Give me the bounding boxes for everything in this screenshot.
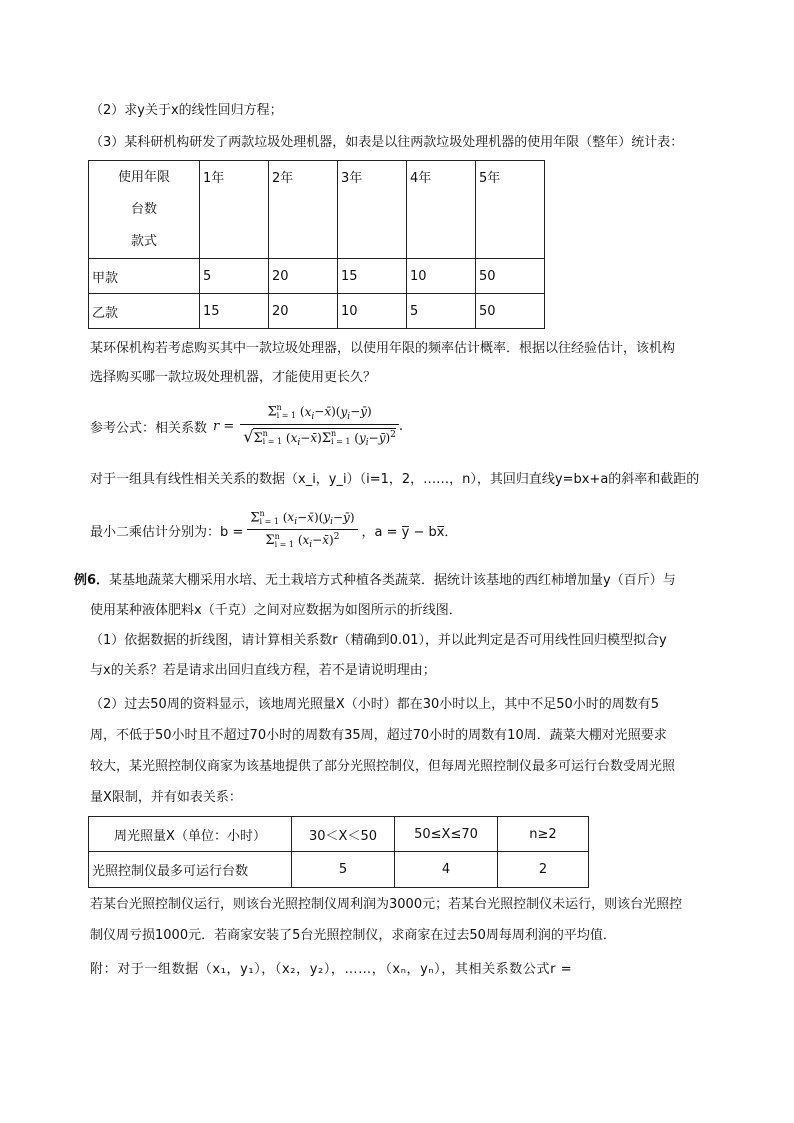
year-header: 2年 [269,161,338,259]
paragraph-line: 较大，某光照控制仪商家为该基地提供了部分光照控制仪，但每周光照控制仪最多可运行台数受周光照 [90,759,676,774]
table-cell: 50 [476,259,545,294]
paragraph-line: 使用某种液体肥料x（千克）之间对应数据为如图所示的折线图． [90,603,462,618]
row-label: 乙款 [89,294,200,329]
paragraph-line: 某环保机构若考虑购买其中一款垃圾处理器，以使用年限的频率估计概率．根据以往经验估计，该机构 [90,341,676,356]
table-cell: 5 [292,852,395,888]
formula-prefix: 参考公式：相关系数 [90,420,208,436]
year-header: 1年 [200,161,269,259]
usage-years-table [88,160,545,329]
paragraph-line: 对于一组具有线性相关关系的数据（x_i，y_i）（i=1，2，……，n），其回归直线y=bx+a的斜率和截距的 [90,472,700,487]
table-header-cell [89,161,200,259]
table-cell: 15 [200,294,269,329]
table-cell: 50 [476,294,545,329]
question-3: （3）某科研机构研发了两款垃圾处理机器，如表是以往两款垃圾处理机器的使用年限（整年）统计表： [90,135,684,150]
row-label: 光照控制仪最多可运行台数 [89,852,292,888]
paragraph-line: 制仪周亏损1000元．若商家安装了5台光照控制仪，求商家在过去50周每周利润的平均值． [90,928,616,943]
paragraph-line: 与x的关系？若是请求出回归直线方程，若不是请说明理由； [90,663,436,678]
paragraph-line: 若某台光照控制仪运行，则该台光照控制仪周利润为3000元；若某台光照控制仪未运行，则该台光照控 [90,897,683,912]
table-header-cell: 30＜X＜50 [292,817,395,852]
slope-fraction: Σ n i = 1 $(x_i-x̄)(y_i-ȳ)$ Σ n i = 1 $(x_i-x̄)^2$ [247,510,357,551]
table-header-cell: 50≤X≤70 [395,817,498,852]
paragraph-line: （2）过去50周的资料显示，该地周光照量X（小时）都在30小时以上，其中不足50小时的周数有5 [90,697,660,712]
paragraph-line: （1）依据数据的折线图，请计算相关系数r（精确到0.01），并以此判定是否可用线性回归模型拟合y [90,633,667,648]
table-cell: 10 [338,294,407,329]
year-header: 4年 [407,161,476,259]
question-2: （2）求y关于x的线性回归方程； [90,103,283,118]
year-header: 3年 [338,161,407,259]
row-label: 甲款 [89,259,200,294]
light-control-table [88,816,589,888]
formula-suffix: ，a = y̅ − bx̅． [361,524,458,540]
appendix-line: 附：对于一组数据（x₁，y₁），（x₂，y₂），……，（xₙ，yₙ），其相关系数公式r = [90,962,573,977]
least-squares-formula [90,502,457,558]
paragraph-line: 量X限制，并有如表关系： [90,790,242,805]
example-6-line [74,571,676,591]
year-header: 5年 [476,161,545,259]
header-line: 使用年限 [117,169,170,185]
table-cell: 15 [338,259,407,294]
paragraph-line: 周，不低于50小时且不超过70小时的周数有35周，超过70小时的周数有10周．蔬菜大棚对光照要求 [90,728,667,743]
reference-formula: 参考公式：相关系数 r = Σ n i = 1 $(x_i-x̄)(y_i-ȳ)$ √Σ n i = 1 $(x_i-x̄)\Sigma$ n i = 1 $(y_i-ȳ)^2$ . [90,403,404,448]
variable-r: r = [213,418,235,434]
paragraph-line: 选择购买哪一款垃圾处理机器，才能使用更长久？ [90,370,377,385]
formula-prefix: 最小二乘估计分别为：b = [90,524,244,540]
header-line: 款式 [130,233,157,249]
table-cell: 10 [407,259,476,294]
correlation-fraction: Σ n i = 1 $(x_i-x̄)(y_i-ȳ)$ √Σ n i = 1 $(x_i-x̄)\Sigma$ n i = 1 $(y_i-ȳ)^2$ [240,404,399,448]
table-cell: 2 [498,852,589,888]
example-label: 例6． [74,573,110,588]
table-cell: 5 [407,294,476,329]
example-text: 某基地蔬菜大棚采用水培、无土栽培方式种植各类蔬菜．据统计该基地的西红柿增加量y（百斤）与 [109,573,676,588]
header-line: 台数 [130,201,157,217]
table-cell: 20 [269,294,338,329]
table-cell: 4 [395,852,498,888]
table-cell: 5 [200,259,269,294]
table-cell: 20 [269,259,338,294]
table-header-cell: n≥2 [498,817,589,852]
table-header-cell: 周光照量X（单位：小时） [89,817,292,852]
